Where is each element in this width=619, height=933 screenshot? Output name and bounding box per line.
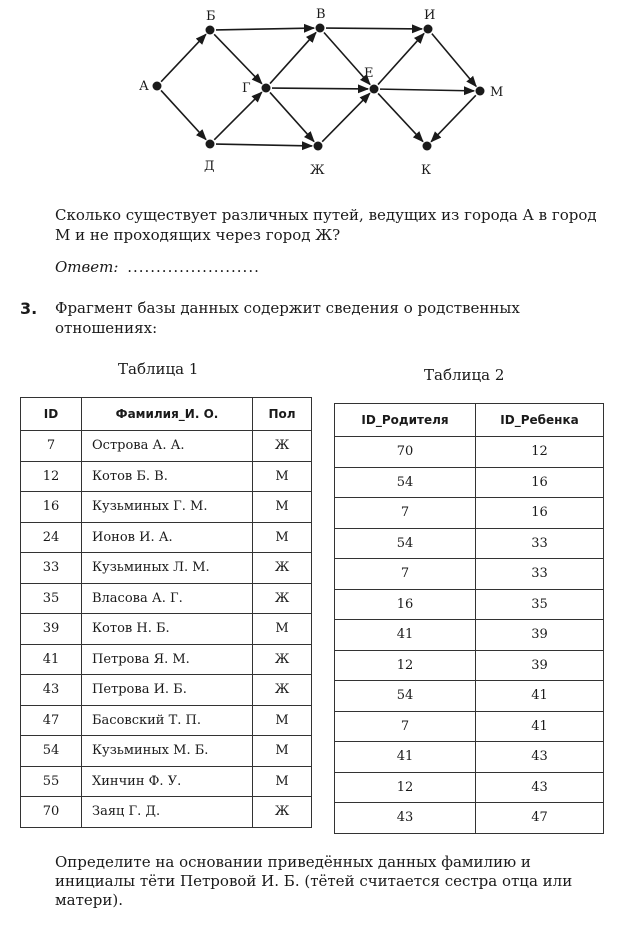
graph-node-label: Г xyxy=(242,81,251,96)
table-cell: М xyxy=(253,492,312,523)
t1-header-sex: Пол xyxy=(253,398,312,431)
table-cell: 7 xyxy=(335,711,476,742)
table-row xyxy=(335,498,604,529)
table-row xyxy=(21,644,312,675)
table-row xyxy=(335,528,604,559)
table-cell: 16 xyxy=(21,492,82,523)
graph-node xyxy=(153,82,162,91)
graph-node xyxy=(476,87,485,96)
table-row xyxy=(21,492,312,523)
table-cell: 70 xyxy=(335,437,476,468)
table-cell: Басовский Т. П. xyxy=(82,705,253,736)
table-cell: 39 xyxy=(476,620,604,651)
table-cell: 47 xyxy=(21,705,82,736)
table-cell: 41 xyxy=(476,681,604,712)
answer-label: Ответ: xyxy=(55,258,119,276)
table-cell: Кузьминых Г. М. xyxy=(82,492,253,523)
graph-node-label: М xyxy=(490,85,504,100)
table-cell: Ионов И. А. xyxy=(82,522,253,553)
table-cell: 54 xyxy=(335,467,476,498)
graph-edge xyxy=(161,34,206,81)
graph-edge xyxy=(380,89,474,91)
graph-edge xyxy=(270,92,314,141)
table-cell: 43 xyxy=(476,742,604,773)
table-cell: Ж xyxy=(253,553,312,584)
table-cell: Острова А. А. xyxy=(82,431,253,462)
graph-edge xyxy=(378,33,424,84)
table-cell: Ж xyxy=(253,644,312,675)
graph-edge xyxy=(431,95,476,141)
table-cell: М xyxy=(253,614,312,645)
graph-edge xyxy=(161,90,206,139)
table-cell: 55 xyxy=(21,766,82,797)
table-relations xyxy=(334,403,604,834)
table-cell: 54 xyxy=(335,528,476,559)
graph-edge xyxy=(270,32,316,83)
table-row xyxy=(21,614,312,645)
table-cell: Ж xyxy=(253,431,312,462)
table-row xyxy=(21,766,312,797)
table-cell: 16 xyxy=(476,498,604,529)
table-row xyxy=(21,736,312,767)
table-row xyxy=(21,522,312,553)
graph-edge xyxy=(214,92,262,140)
table-cell: Хинчин Ф. У. xyxy=(82,766,253,797)
table-cell: 33 xyxy=(476,559,604,590)
graph-node-label: К xyxy=(421,163,432,178)
table-row xyxy=(335,650,604,681)
graph-node xyxy=(423,142,432,151)
table2-caption: Таблица 2 xyxy=(424,366,505,384)
graph-node-label: В xyxy=(316,7,326,22)
table-cell: М xyxy=(253,522,312,553)
table-cell: Заяц Г. Д. xyxy=(82,797,253,828)
t1-header-name: Фамилия_И. О. xyxy=(82,398,253,431)
table-cell: 41 xyxy=(21,644,82,675)
table-cell: 41 xyxy=(335,742,476,773)
table-cell: 47 xyxy=(476,803,604,834)
graph-node xyxy=(316,24,325,33)
table-row xyxy=(335,467,604,498)
task-number: 3. xyxy=(20,299,38,318)
table-cell: 41 xyxy=(476,711,604,742)
table-row xyxy=(21,797,312,828)
table-cell: 35 xyxy=(21,583,82,614)
graph-nodes xyxy=(139,7,503,178)
table-cell: Ж xyxy=(253,797,312,828)
graph-edge xyxy=(216,28,314,30)
table-row xyxy=(21,675,312,706)
graph-node-label: Д xyxy=(204,159,215,174)
graph-edge xyxy=(432,34,476,87)
table-cell: 7 xyxy=(21,431,82,462)
table-cell: 70 xyxy=(21,797,82,828)
table-cell: 12 xyxy=(335,650,476,681)
graph-edge xyxy=(216,144,312,146)
table-cell: 7 xyxy=(335,498,476,529)
table-cell: 39 xyxy=(476,650,604,681)
t2-header-child: ID_Ребенка xyxy=(476,404,604,437)
table-cell: 43 xyxy=(335,803,476,834)
graph-question: Сколько существует различных путей, ведущих из города А в город М и не проходящих через город Ж? xyxy=(55,206,597,244)
table-cell: 12 xyxy=(335,772,476,803)
table-row xyxy=(21,705,312,736)
table-cell: Кузьминых Л. М. xyxy=(82,553,253,584)
table-row xyxy=(335,620,604,651)
aunt-question: Определите на основании приведённых данных фамилию и инициалы тёти Петровой И. Б. (тётей считается сестра отца или матери). xyxy=(55,853,573,909)
table-cell: Ж xyxy=(253,675,312,706)
graph-edge xyxy=(214,34,262,83)
graph-node xyxy=(262,84,271,93)
table-cell: 54 xyxy=(21,736,82,767)
table-cell: М xyxy=(253,736,312,767)
table-cell: Котов Б. В. xyxy=(82,461,253,492)
table-row xyxy=(335,681,604,712)
table-cell: 43 xyxy=(21,675,82,706)
graph-node xyxy=(206,26,215,35)
table-cell: М xyxy=(253,705,312,736)
graph-edge xyxy=(378,93,423,141)
table-cell: 41 xyxy=(335,620,476,651)
graph-node xyxy=(370,85,379,94)
table-cell: Котов Н. Б. xyxy=(82,614,253,645)
answer-blank: ....................... xyxy=(127,258,260,276)
table-cell: 33 xyxy=(476,528,604,559)
table-row xyxy=(21,583,312,614)
table-cell: 12 xyxy=(476,437,604,468)
table-cell: Петрова И. Б. xyxy=(82,675,253,706)
table-cell: 43 xyxy=(476,772,604,803)
graph-node-label: Ж xyxy=(310,163,325,178)
table-cell: М xyxy=(253,766,312,797)
city-graph xyxy=(0,0,619,190)
task-intro: Фрагмент базы данных содержит сведения о родственных отношениях: xyxy=(55,299,520,337)
table-row xyxy=(335,803,604,834)
graph-edge xyxy=(322,93,370,141)
graph-edge xyxy=(326,28,422,29)
table-cell: 7 xyxy=(335,559,476,590)
table-cell: 16 xyxy=(335,589,476,620)
t2-header-parent: ID_Родителя xyxy=(335,404,476,437)
table-row xyxy=(335,772,604,803)
table-row xyxy=(335,437,604,468)
table-cell: 16 xyxy=(476,467,604,498)
table-row xyxy=(335,711,604,742)
t1-header-id: ID xyxy=(21,398,82,431)
table-cell: 33 xyxy=(21,553,82,584)
table-row xyxy=(21,461,312,492)
table-row xyxy=(21,431,312,462)
table-cell: 39 xyxy=(21,614,82,645)
table-cell: 54 xyxy=(335,681,476,712)
graph-node-label: А xyxy=(139,79,149,94)
answer-line xyxy=(55,258,260,276)
graph-node-label: И xyxy=(424,8,436,23)
graph-edges xyxy=(161,28,476,146)
table-row xyxy=(335,559,604,590)
graph-node xyxy=(424,25,433,34)
table-row xyxy=(21,553,312,584)
table-row xyxy=(335,589,604,620)
table-cell: Кузьминых М. Б. xyxy=(82,736,253,767)
table-cell: 35 xyxy=(476,589,604,620)
graph-node xyxy=(206,140,215,149)
graph-edge xyxy=(272,88,368,89)
table-row xyxy=(335,742,604,773)
table-cell: Ж xyxy=(253,583,312,614)
graph-node-label: Б xyxy=(206,9,216,24)
table-cell: Петрова Я. М. xyxy=(82,644,253,675)
graph-node-label: Е xyxy=(364,66,374,81)
table1-caption: Таблица 1 xyxy=(118,360,199,378)
table-cell: 12 xyxy=(21,461,82,492)
table-persons xyxy=(20,397,312,828)
table-cell: Власова А. Г. xyxy=(82,583,253,614)
table-cell: М xyxy=(253,461,312,492)
graph-node xyxy=(314,142,323,151)
table-cell: 24 xyxy=(21,522,82,553)
